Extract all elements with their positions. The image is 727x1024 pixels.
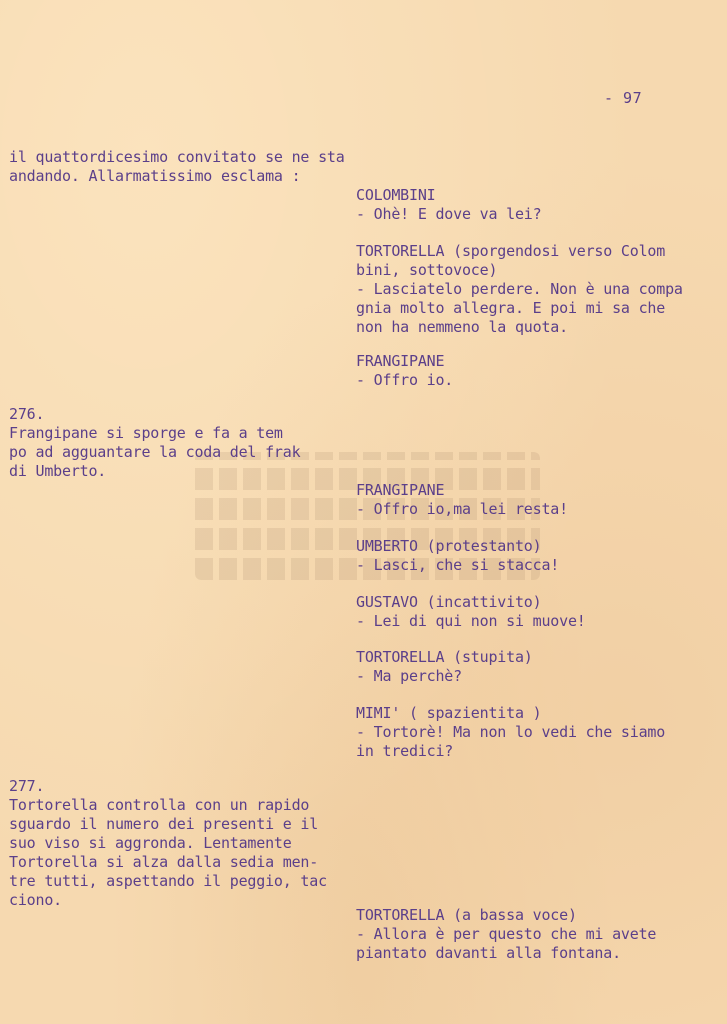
scene-number: 277. <box>9 777 45 795</box>
speaker-name: UMBERTO (protestanto) <box>356 537 542 555</box>
dialogue-line: - Ohè! E dove va lei? <box>356 205 542 223</box>
stage-direction-line: ciono. <box>9 891 62 909</box>
speaker-name: MIMI' ( spazientita ) <box>356 704 542 722</box>
dialogue-line: - Offro io,ma lei resta! <box>356 500 568 518</box>
speaker-name: FRANGIPANE <box>356 352 445 370</box>
speaker-name: GUSTAVO (incattivito) <box>356 593 542 611</box>
dialogue-line: - Offro io. <box>356 371 454 389</box>
stage-direction-line: il quattordicesimo convitato se ne sta <box>9 148 345 166</box>
dialogue-line: piantato davanti alla fontana. <box>356 944 621 962</box>
dialogue-line: in tredici? <box>356 742 454 760</box>
speaker-name: TORTORELLA (a bassa voce) <box>356 906 577 924</box>
stage-direction-line: po ad agguantare la coda del frak <box>9 443 301 461</box>
dialogue-line: bini, sottovoce) <box>356 261 498 279</box>
dialogue-line: non ha nemmeno la quota. <box>356 318 568 336</box>
page-number: - 97 <box>604 89 643 107</box>
dialogue-line: gnia molto allegra. E poi mi sa che <box>356 299 666 317</box>
dialogue-line: - Lei di qui non si muove! <box>356 612 586 630</box>
dialogue-line: - Ma perchè? <box>356 667 462 685</box>
dialogue-line: - Lasci, che si stacca! <box>356 556 560 574</box>
stage-direction-line: sguardo il numero dei presenti e il <box>9 815 319 833</box>
dialogue-line: - Tortorè! Ma non lo vedi che siamo <box>356 723 666 741</box>
speaker-name: TORTORELLA (stupita) <box>356 648 533 666</box>
dialogue-line: - Allora è per questo che mi avete <box>356 925 657 943</box>
stage-direction-line: suo viso si aggronda. Lentamente <box>9 834 292 852</box>
speaker-name: TORTORELLA (sporgendosi verso Colom <box>356 242 666 260</box>
dialogue-line: - Lasciatelo perdere. Non è una compa <box>356 280 683 298</box>
stage-direction-line: tre tutti, aspettando il peggio, tac <box>9 872 327 890</box>
stage-direction-line: Frangipane si sporge e fa a tem <box>9 424 283 442</box>
stage-direction-line: Tortorella controlla con un rapido <box>9 796 310 814</box>
speaker-name: COLOMBINI <box>356 186 436 204</box>
scene-number: 276. <box>9 405 45 423</box>
speaker-name: FRANGIPANE <box>356 481 445 499</box>
stage-direction-line: Tortorella si alza dalla sedia men- <box>9 853 319 871</box>
stage-direction-line: andando. Allarmatissimo esclama : <box>9 167 301 185</box>
stage-direction-line: di Umberto. <box>9 462 107 480</box>
